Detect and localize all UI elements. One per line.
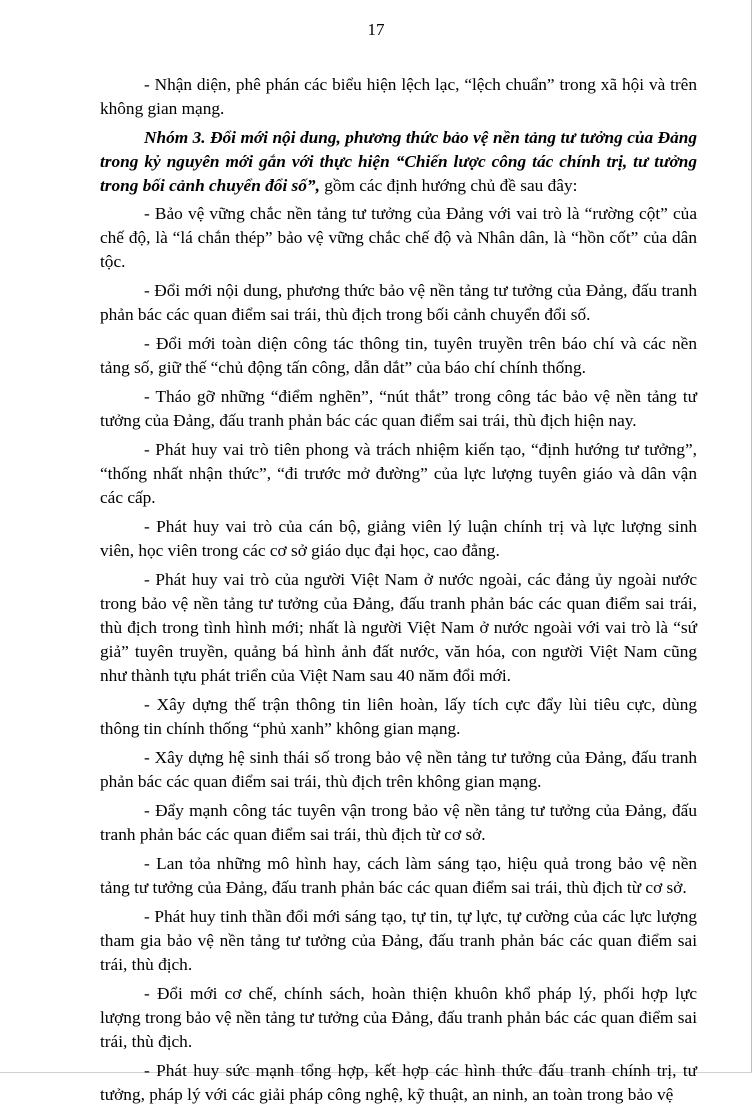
- paragraph: - Nhận diện, phê phán các biểu hiện lệch lạc, “lệch chuẩn” trong xã hội và trên không gian mạng.: [100, 75, 697, 118]
- page-number: 17: [367, 20, 385, 39]
- group-3-paragraph: [100, 126, 697, 198]
- paragraph: - Phát huy sức mạnh tổng hợp, kết hợp các hình thức đấu tranh chính trị, tư tưởng, pháp lý với các giải pháp công nghệ, kỹ thuật, an ninh, an toàn trong bảo vệ: [100, 1061, 697, 1104]
- document-body: [100, 73, 697, 1112]
- paragraph: - Đổi mới toàn diện công tác thông tin, tuyên truyền trên báo chí và các nền tảng số, giữ thế “chủ động tấn công, dẫn dắt” của báo chí chính thống.: [100, 334, 697, 377]
- paragraph: - Xây dựng hệ sinh thái số trong bảo vệ nền tảng tư tưởng của Đảng, đấu tranh phản bác các quan điểm sai trái, thù địch trên không gian mạng.: [100, 748, 697, 791]
- paragraph: - Phát huy vai trò tiên phong và trách nhiệm kiến tạo, “định hướng tư tưởng”, “thống nhất nhận thức”, “đi trước mở đường” của lực lượng tuyên giáo và dân vận các cấp.: [100, 440, 697, 507]
- paragraph: - Lan tỏa những mô hình hay, cách làm sáng tạo, hiệu quả trong bảo vệ nền tảng tư tưởng của Đảng, đấu tranh phản bác các quan điểm sai trái, thù địch từ cơ sở.: [100, 854, 697, 897]
- paragraph: - Phát huy vai trò của người Việt Nam ở nước ngoài, các đảng ủy ngoài nước trong bảo vệ nền tảng tư tưởng của Đảng, đấu tranh phản bác các quan điểm sai trái, thù địch trong tình hình mới; nhất là người Việt Nam ở nước ngoài với vai trò là “sứ giả” tuyên truyền, quảng bá hình ảnh đất nước, văn hóa, con người Việt Nam cũng như thành tựu phát triển của Việt Nam sau 40 năm đổi mới.: [100, 570, 697, 685]
- paragraph: - Tháo gỡ những “điểm nghẽn”, “nút thắt” trong công tác bảo vệ nền tảng tư tưởng của Đảng, đấu tranh phản bác các quan điểm sai trái, thù địch hiện nay.: [100, 387, 697, 430]
- paragraph: - Xây dựng thế trận thông tin liên hoàn, lấy tích cực đẩy lùi tiêu cực, dùng thông tin chính thống “phủ xanh” không gian mạng.: [100, 695, 697, 738]
- paragraph: - Bảo vệ vững chắc nền tảng tư tưởng của Đảng với vai trò là “rường cột” của chế độ, là “lá chắn thép” bảo vệ vững chắc chế độ và Nhân dân, là “hồn cốt” của dân tộc.: [100, 204, 697, 271]
- group-3-intro: gồm các định hướng chủ đề sau đây:: [319, 176, 578, 195]
- group-3-heading: Nhóm 3. Đổi mới nội dung, phương thức bảo vệ nền tảng tư tưởng của Đảng trong kỷ nguyên mới gắn với thực hiện “Chiến lược công tác chính trị, tư tưởng trong bối cảnh chuyển đổi số”,: [100, 128, 697, 195]
- paragraph: - Đổi mới cơ chế, chính sách, hoàn thiện khuôn khổ pháp lý, phối hợp lực lượng trong bảo vệ nền tảng tư tưởng của Đảng, đấu tranh phản bác các quan điểm sai trái, thù địch.: [100, 984, 697, 1051]
- paragraph: - Đẩy mạnh công tác tuyên vận trong bảo vệ nền tảng tư tưởng của Đảng, đấu tranh phản bác các quan điểm sai trái, thù địch từ cơ sở.: [100, 801, 697, 844]
- paragraph: - Đổi mới nội dung, phương thức bảo vệ nền tảng tư tưởng của Đảng, đấu tranh phản bác các quan điểm sai trái, thù địch trong bối cảnh chuyển đổi số.: [100, 281, 697, 324]
- paragraph: - Phát huy vai trò của cán bộ, giảng viên lý luận chính trị và lực lượng sinh viên, học viên trong các cơ sở giáo dục đại học, cao đẳng.: [100, 517, 697, 560]
- paragraph: - Phát huy tinh thần đổi mới sáng tạo, tự tin, tự lực, tự cường của các lực lượng tham gia bảo vệ nền tảng tư tưởng của Đảng, đấu tranh phản bác các quan điểm sai trái, thù địch.: [100, 907, 697, 974]
